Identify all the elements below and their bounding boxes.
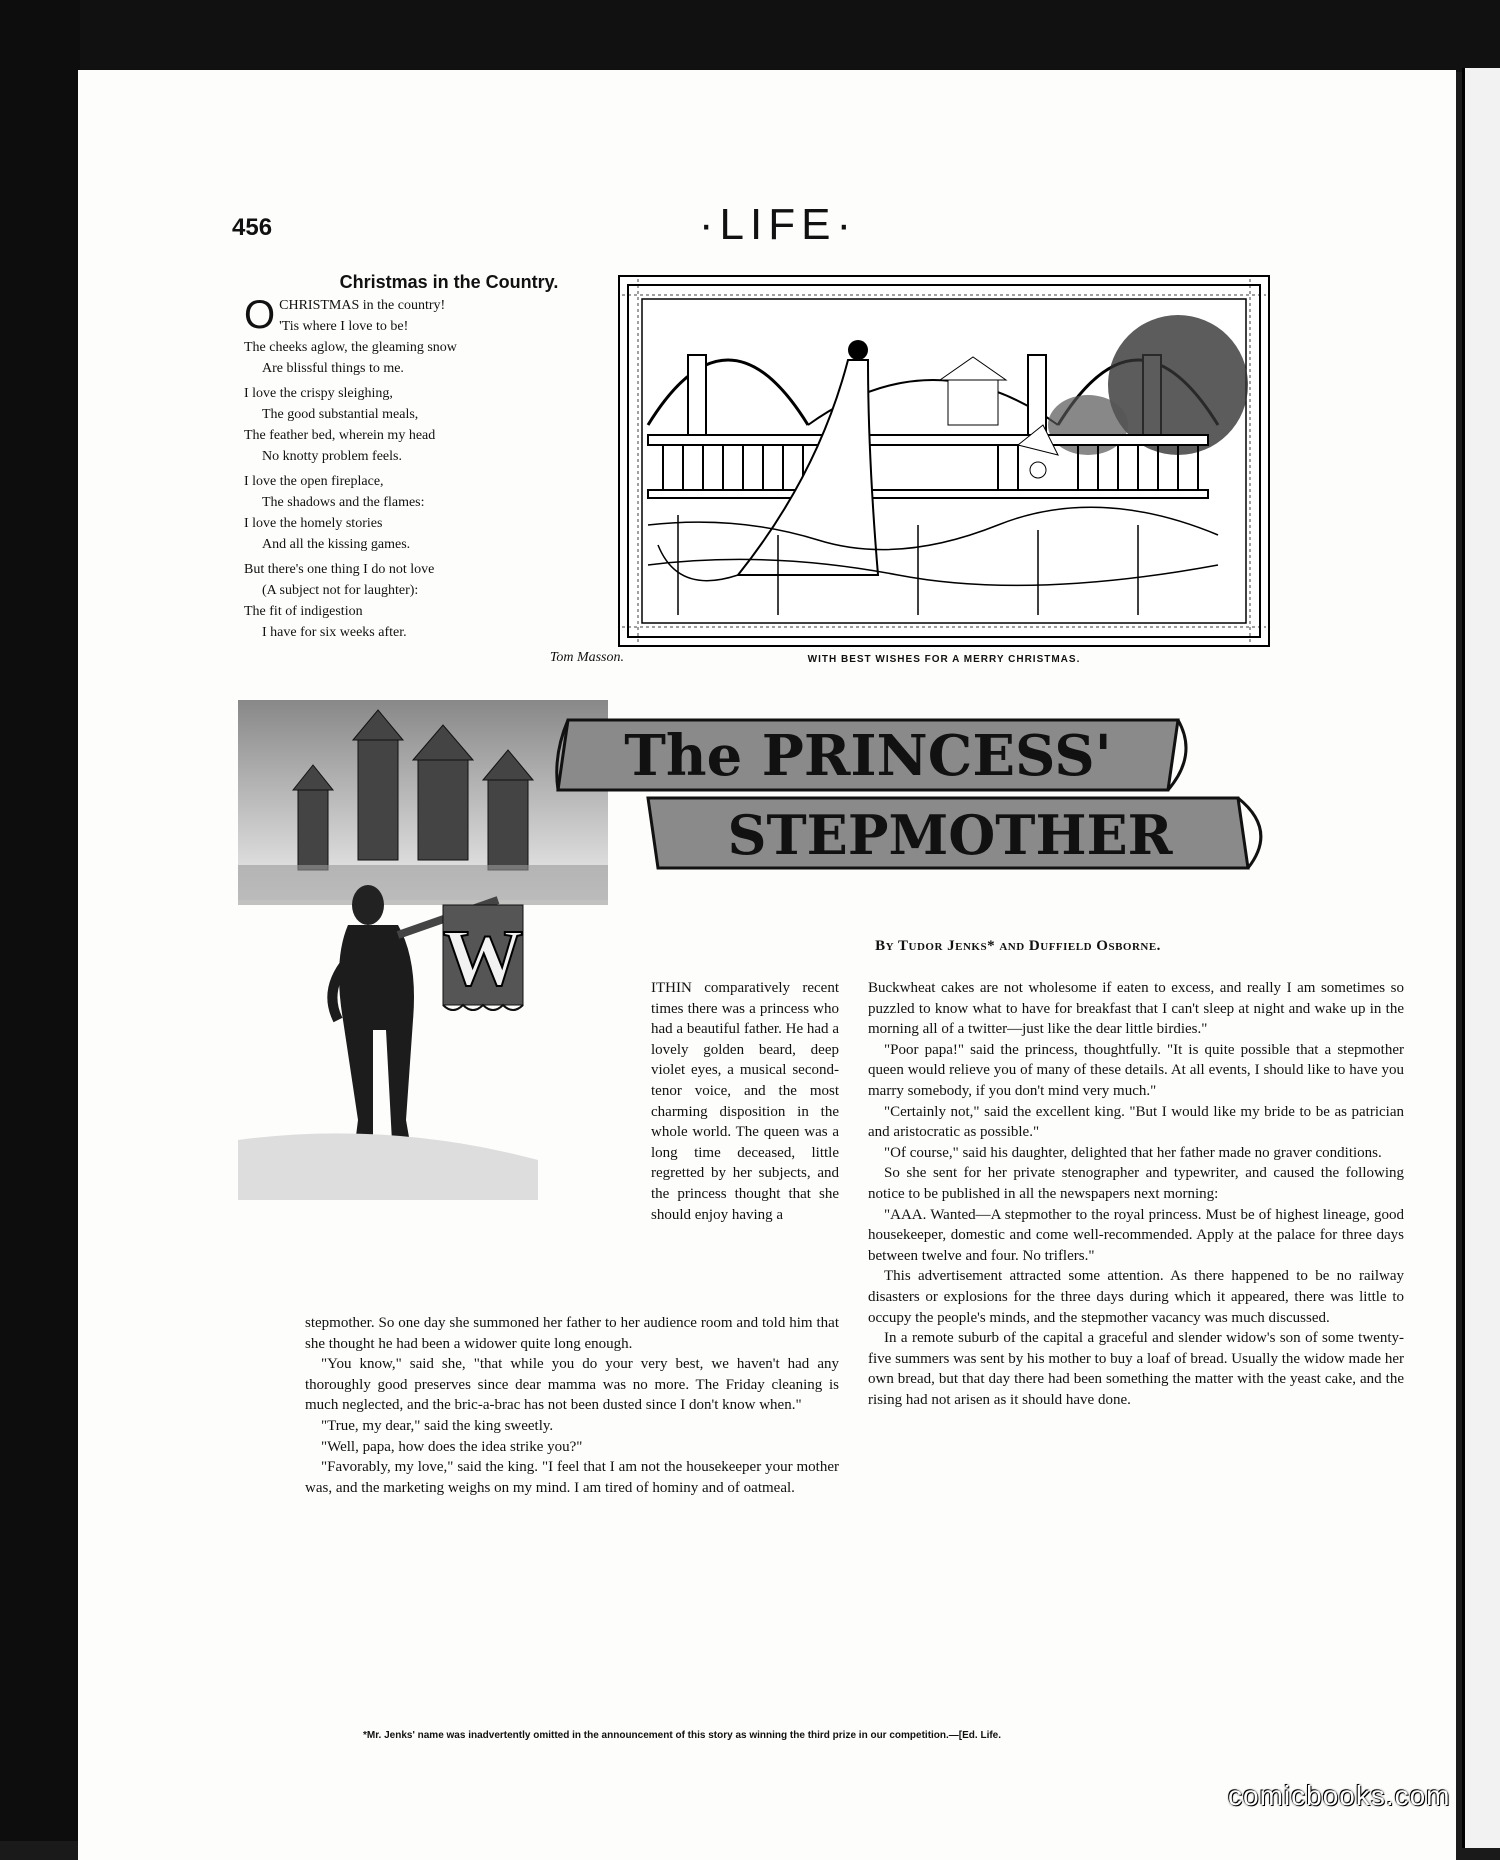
adjacent-page-edge xyxy=(1462,68,1500,1848)
scan-border-left xyxy=(0,0,80,1841)
story-paragraph: "You know," said she, "that while you do your very best, we haven't had any thoroughly good preserves since dear mamma was no more. The Friday cleaning is much neglected, and the bric-a-brac has not been dusted since I don't know when." xyxy=(305,1356,839,1414)
poem-stanza xyxy=(244,559,644,643)
illustration-caption: WITH BEST WISHES FOR A MERRY CHRISTMAS. xyxy=(807,654,1081,665)
story-column-left-top xyxy=(651,978,839,1225)
page-number: 456 xyxy=(232,214,273,241)
story-title-line1: The PRINCESS' xyxy=(624,723,1112,789)
poem-line: I have for six weeks after. xyxy=(262,625,407,640)
story-paragraph: This advertisement attracted some attention. As there happened to be no railway disasters or explosions for the three days during which it appeared, there was little to occupy the people's minds, and the stepmother vacancy was much discussed. xyxy=(868,1268,1404,1326)
poem-line: But there's one thing I do not love xyxy=(244,562,435,577)
page-header xyxy=(78,200,1456,270)
magazine-title: ·LIFE· xyxy=(698,200,858,249)
story-dropcap: W xyxy=(443,915,523,1003)
story-paragraph: So she sent for her private stenographer and typewriter, and caused the following notice to be published in all the newspapers next morning: xyxy=(868,1165,1404,1202)
story-paragraph: "Of course," said his daughter, delighted that her father made no graver conditions. xyxy=(884,1144,1382,1161)
scan-border-top xyxy=(0,0,1500,72)
site-watermark: comicbooks.com xyxy=(1228,1780,1451,1811)
poem-line: The cheeks aglow, the gleaming snow xyxy=(244,340,457,355)
poem-line: Are blissful things to me. xyxy=(262,361,404,376)
story-paragraph: "Certainly not," said the excellent king. "But I would like my bride to be as patrician and aristocratic as possible." xyxy=(868,1103,1404,1141)
story-paragraph: In a remote suburb of the capital a graceful and slender widow's son of some twenty-five summers was sent by his mother to buy a loaf of bread. Usually the widow made her own bread, but that day there had been something the matter with the yeast cake, and the rising had not arisen as it should have done. xyxy=(868,1330,1404,1408)
story-paragraph: "True, my dear," said the king sweetly. xyxy=(321,1417,554,1434)
story-paragraph: "AAA. Wanted—A stepmother to the royal princess. Must be of highest lineage, good housekeeper, domestic and come well-recommended. Apply at the palace for three days between twelve and four. No triflers." xyxy=(868,1206,1404,1264)
poem-line: (A subject not for laughter): xyxy=(262,583,419,598)
poem-stanza xyxy=(244,295,644,379)
magazine-page xyxy=(78,70,1456,1860)
story-paragraph: Buckwheat cakes are not wholesome if eaten to excess, and really I am sometimes so puzzled to know what to have for breakfast that I can't sleep at night and wake up in the morning all of a twitter—just like the dear little birdies." xyxy=(868,980,1404,1038)
story-paragraph: "Well, papa, how does the idea strike you?" xyxy=(321,1438,583,1455)
poem-stanza xyxy=(244,383,644,467)
poem-line: The good substantial meals, xyxy=(262,407,419,422)
poem-line: I love the homely stories xyxy=(244,516,383,531)
christmas-illustration xyxy=(618,275,1270,647)
story-paragraph: ITHIN comparatively recent times there was a princess who had a beautiful father. He had a lovely golden beard, deep violet eyes, a musical second-tenor voice, and the most charming disposition in the whole world. The queen was a long time deceased, little regretted by her subjects, and the princess thought that she should enjoy having a xyxy=(651,980,839,1223)
story-column-right xyxy=(868,978,1404,1410)
poem-line: The shadows and the flames: xyxy=(262,495,425,510)
story-byline: By Tudor Jenks* and Duffield Osborne. xyxy=(875,938,1161,954)
poem-line: 'Tis where I love to be! xyxy=(279,319,409,334)
story-paragraph: "Poor papa!" said the princess, thoughtfully. "It is quite possible that a stepmother queen would relieve you of many of these details. At all events, I should like to have you marry somebody, if you don't mind very much." xyxy=(868,1041,1404,1099)
poem-title: Christmas in the Country. xyxy=(339,272,559,292)
footnote: *Mr. Jenks' name was inadvertently omitted in the announcement of this story as winning the third prize in our competition.—[Ed. Life. xyxy=(363,1730,1002,1741)
poem-line: And all the kissing games. xyxy=(262,537,411,552)
story-paragraph: "Favorably, my love," said the king. "I feel that I am not the housekeeper your mother was, and the marketing weighs on my mind. I am tired of hominy and of oatmeal. xyxy=(305,1459,839,1496)
poem-line: No knotty problem feels. xyxy=(262,449,402,464)
poem-line: I love the crispy sleighing, xyxy=(244,386,393,401)
story-title-line2: STEPMOTHER xyxy=(727,803,1173,867)
story-column-left-bottom xyxy=(305,1313,839,1498)
poem-line: I love the open fireplace, xyxy=(244,474,384,489)
poem-line: CHRISTMAS in the country! xyxy=(279,298,446,313)
poem-line: The fit of indigestion xyxy=(244,604,363,619)
poem-line: The feather bed, wherein my head xyxy=(244,428,436,443)
poem xyxy=(244,272,644,668)
poem-author: Tom Masson. xyxy=(549,650,624,665)
poem-dropcap: O xyxy=(244,293,276,337)
story-paragraph: stepmother. So one day she summoned her father to her audience room and told him that she thought he had been a widower quite long enough. xyxy=(305,1315,839,1352)
poem-stanza xyxy=(244,471,644,555)
